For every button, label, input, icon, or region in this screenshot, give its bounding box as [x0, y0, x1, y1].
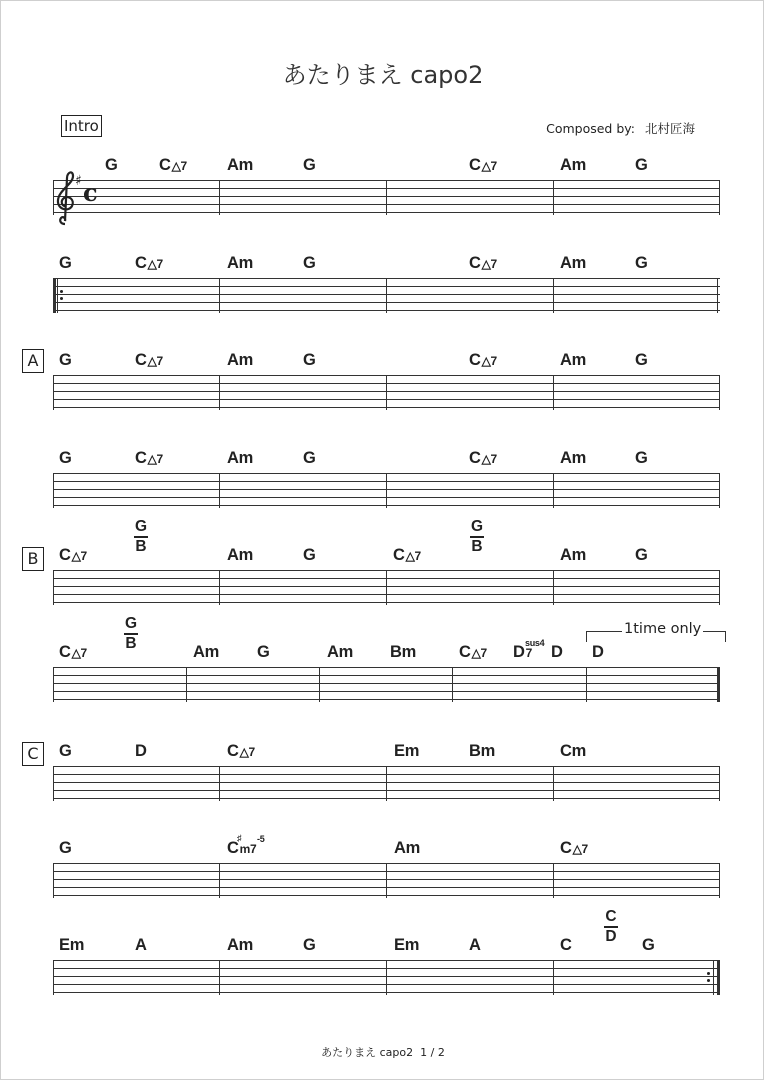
chord-symbol [227, 742, 255, 761]
barline-start [53, 960, 54, 995]
staff [53, 570, 720, 605]
chord-extension: sus4 [525, 638, 545, 648]
chord-extension: -5 [257, 834, 265, 844]
barline [219, 375, 220, 410]
chord-root: C [469, 156, 481, 174]
chord-sharp: ♯ [237, 833, 242, 843]
treble-clef-icon [51, 168, 103, 228]
chord-root: C [469, 254, 481, 272]
chord-root: C [560, 839, 572, 857]
chord-root: G [642, 936, 655, 954]
chord-symbol [59, 839, 72, 858]
barline-end [719, 766, 720, 801]
chord-root: Am [227, 254, 253, 272]
staff [53, 863, 720, 898]
barline [553, 960, 554, 995]
slash-chord [122, 616, 140, 652]
chord-root: Am [560, 156, 586, 174]
composer-credit [546, 119, 695, 137]
chord-root: C [469, 351, 481, 369]
barline-end [719, 570, 720, 605]
barline-start [53, 766, 54, 801]
chord-quality: △7 [481, 159, 497, 173]
chord-quality: △7 [405, 549, 421, 563]
chord-root: D [551, 643, 563, 661]
barline [553, 570, 554, 605]
barline-end [719, 473, 720, 508]
slash-chord-top: C [605, 908, 617, 925]
slash-chord [602, 909, 620, 945]
footer-page-number: 1 / 2 [420, 1046, 445, 1059]
chord-quality: m7 [239, 842, 257, 856]
chord-root: Am [227, 449, 253, 467]
chord-symbol [193, 643, 219, 662]
barline-start [53, 473, 54, 508]
key-signature-sharp: ♯ [75, 173, 82, 189]
section-label-a: A [22, 349, 44, 373]
chord-quality: △7 [481, 354, 497, 368]
chord-symbol [105, 156, 118, 175]
chord-root: D [592, 643, 604, 661]
chord-root: Am [227, 546, 253, 564]
barline [386, 863, 387, 898]
chord-symbol [469, 449, 497, 468]
chord-symbol [635, 156, 648, 175]
barline [386, 960, 387, 995]
staff [53, 667, 720, 702]
system-row [1, 351, 764, 441]
chord-symbol [227, 833, 265, 858]
repeat-dot [60, 297, 63, 300]
chord-root: Bm [390, 643, 416, 661]
staff [53, 766, 720, 801]
staff-line [53, 675, 720, 676]
system-row [1, 449, 764, 539]
time-signature: c [83, 178, 98, 207]
barline-start [53, 667, 54, 702]
barline [386, 278, 387, 313]
barline-end [717, 278, 718, 313]
chord-symbol [469, 351, 497, 370]
system-row [1, 615, 764, 733]
chord-symbol [135, 936, 147, 955]
section-label-c: C [22, 742, 44, 766]
chord-root: G [635, 449, 648, 467]
chord-root: C [135, 351, 147, 369]
chord-symbol [327, 643, 353, 662]
chord-root: C [469, 449, 481, 467]
chord-quality: △7 [147, 354, 163, 368]
chord-root: Am [560, 449, 586, 467]
repeat-dot [60, 290, 63, 293]
chord-root: G [59, 839, 72, 857]
staff-line [53, 691, 720, 692]
chord-root: G [59, 351, 72, 369]
chord-root: G [635, 546, 648, 564]
repeat-dot [707, 972, 710, 975]
chord-root: Am [327, 643, 353, 661]
barline [219, 863, 220, 898]
chord-symbol [303, 156, 316, 175]
barline [553, 473, 554, 508]
chord-root: C [560, 936, 572, 954]
barline [553, 278, 554, 313]
chord-quality: △7 [471, 646, 487, 660]
chord-symbol [592, 643, 604, 662]
slash-chord-top: G [470, 518, 484, 535]
barline [219, 278, 220, 313]
chord-symbol [303, 254, 316, 273]
chord-root: C [135, 254, 147, 272]
chord-symbol [394, 839, 420, 858]
chord-symbol [635, 546, 648, 565]
chord-symbol [459, 643, 487, 662]
barline [553, 863, 554, 898]
chord-symbol [469, 156, 497, 175]
barline [386, 473, 387, 508]
chord-root: Am [560, 351, 586, 369]
composer-name: 北村匠海 [644, 121, 695, 136]
chord-symbol [560, 254, 586, 273]
chord-symbol [59, 254, 72, 273]
chord-root: C [135, 449, 147, 467]
repeat-dot [707, 979, 710, 982]
volta-text: 1time only [624, 621, 702, 637]
chord-quality: △7 [71, 549, 87, 563]
barline-start [53, 570, 54, 605]
barline-end [717, 667, 720, 702]
chord-symbol [135, 351, 163, 370]
system-row [1, 254, 764, 344]
barline [219, 766, 220, 801]
slash-chord-bottom: D [605, 927, 617, 945]
repeat-start-thick-bar [53, 278, 56, 313]
chord-root: Em [394, 936, 420, 954]
chord-root: Em [394, 742, 420, 760]
system-row [1, 908, 764, 1026]
barline-start [53, 863, 54, 898]
chord-root: Am [560, 254, 586, 272]
chord-root: C [459, 643, 471, 661]
chord-symbol [393, 546, 421, 565]
barline-end [719, 180, 720, 215]
staff [53, 473, 720, 508]
chord-symbol [227, 449, 253, 468]
chord-symbol [59, 643, 87, 662]
system-row [1, 156, 764, 246]
chord-symbol [635, 449, 648, 468]
chord-root: G [257, 643, 270, 661]
chord-root: C [59, 643, 71, 661]
chord-root: Bm [469, 742, 495, 760]
chord-symbol [469, 742, 495, 761]
chord-symbol [227, 351, 253, 370]
chord-symbol [513, 638, 545, 662]
chord-root: Am [227, 936, 253, 954]
chord-symbol [469, 936, 481, 955]
chord-symbol [635, 254, 648, 273]
chord-symbol [560, 839, 588, 858]
chord-symbol [59, 742, 72, 761]
barline [452, 667, 453, 702]
staff [53, 960, 720, 995]
staff-line [53, 667, 720, 668]
chord-quality: △7 [481, 257, 497, 271]
volta-bracket [586, 621, 726, 637]
slash-chord-bottom: B [471, 537, 483, 555]
barline [219, 473, 220, 508]
composer-label: Composed by: [546, 121, 635, 136]
barline [586, 667, 587, 702]
chord-symbol [560, 546, 586, 565]
chord-symbol [469, 254, 497, 273]
volta-left-hook [586, 632, 587, 642]
barline-start [53, 375, 54, 410]
volta-right-hook [725, 632, 726, 642]
page-title: あたりまえ capo2 [282, 61, 484, 89]
chord-root: A [135, 936, 147, 954]
repeat-start-thin-bar [57, 278, 58, 313]
chord-quality: △7 [147, 257, 163, 271]
slash-chord [468, 519, 486, 555]
barline [319, 667, 320, 702]
chord-quality: △7 [147, 452, 163, 466]
staff-line [53, 683, 720, 684]
barline [386, 375, 387, 410]
chord-root: D [135, 742, 147, 760]
chord-quality: △7 [239, 745, 255, 759]
chord-symbol [227, 254, 253, 273]
chord-symbol [135, 254, 163, 273]
chord-symbol [560, 936, 572, 955]
chord-symbol [303, 936, 316, 955]
slash-chord-bottom: B [125, 634, 137, 652]
chord-root: Am [394, 839, 420, 857]
barline-end [719, 375, 720, 410]
barline-end [719, 863, 720, 898]
barline [186, 667, 187, 702]
chord-symbol [551, 643, 563, 662]
barline-end [717, 960, 720, 995]
chord-root: G [635, 254, 648, 272]
chord-root: C [159, 156, 171, 174]
chord-root: G [59, 254, 72, 272]
chord-root: Am [227, 351, 253, 369]
chord-symbol [135, 742, 147, 761]
intro-label: Intro [61, 115, 102, 137]
chord-quality: 7 [525, 646, 532, 660]
chord-root: G [303, 156, 316, 174]
staff-line [53, 699, 720, 700]
barline [386, 766, 387, 801]
chord-root: G [635, 156, 648, 174]
chord-symbol [227, 936, 253, 955]
chord-symbol [303, 449, 316, 468]
chord-root: C [59, 546, 71, 564]
chord-root: G [303, 351, 316, 369]
staff [53, 173, 720, 215]
chord-root: C [393, 546, 405, 564]
chord-symbol [135, 449, 163, 468]
chord-root: G [59, 742, 72, 760]
staff [53, 375, 720, 410]
chord-symbol [227, 156, 253, 175]
chord-symbol [642, 936, 655, 955]
chord-root: C [227, 839, 239, 857]
chord-symbol [59, 546, 87, 565]
barline [219, 570, 220, 605]
chord-root: Am [193, 643, 219, 661]
system-row [1, 833, 764, 929]
chord-symbol [257, 643, 270, 662]
chord-root: A [469, 936, 481, 954]
chord-root: G [303, 254, 316, 272]
chord-root: Am [227, 156, 253, 174]
chord-root: G [303, 449, 316, 467]
chord-symbol [560, 156, 586, 175]
section-label-b: B [22, 547, 44, 571]
chord-symbol [227, 546, 253, 565]
chord-symbol [59, 936, 84, 955]
chord-root: C [227, 742, 239, 760]
chord-root: Am [560, 546, 586, 564]
slash-chord-top: G [134, 518, 148, 535]
chord-root: D [513, 643, 525, 661]
chord-root: G [303, 546, 316, 564]
chord-symbol [390, 643, 416, 662]
chord-root: Cm [560, 742, 586, 760]
chord-symbol [59, 351, 72, 370]
chord-symbol [394, 742, 419, 761]
barline [553, 375, 554, 410]
chord-quality: △7 [171, 159, 187, 173]
chord-symbol [560, 351, 586, 370]
slash-chord-bottom: B [135, 537, 147, 555]
chord-quality: △7 [71, 646, 87, 660]
chord-symbol [159, 156, 187, 175]
barline [553, 766, 554, 801]
barline [553, 180, 554, 215]
chord-symbol [560, 449, 586, 468]
repeat-end-thin-bar [713, 960, 714, 995]
chord-root: G [635, 351, 648, 369]
barline [386, 570, 387, 605]
barline [219, 180, 220, 215]
footer-title: あたりまえ capo2 [321, 1046, 414, 1059]
chord-symbol [59, 449, 72, 468]
page-footer [1, 1044, 764, 1060]
chord-symbol [560, 742, 586, 761]
chord-symbol [635, 351, 648, 370]
barline [219, 960, 220, 995]
slash-chord-top: G [124, 615, 138, 632]
chord-root: G [59, 449, 72, 467]
chord-quality: △7 [481, 452, 497, 466]
slash-chord [132, 519, 150, 555]
chord-root: Em [59, 936, 85, 954]
chord-root: G [105, 156, 118, 174]
chord-root: G [303, 936, 316, 954]
staff [53, 278, 720, 313]
chord-symbol [303, 351, 316, 370]
system-row [1, 742, 764, 832]
chord-symbol [394, 936, 419, 955]
barline [386, 180, 387, 215]
chord-quality: △7 [572, 842, 588, 856]
chord-symbol [303, 546, 316, 565]
